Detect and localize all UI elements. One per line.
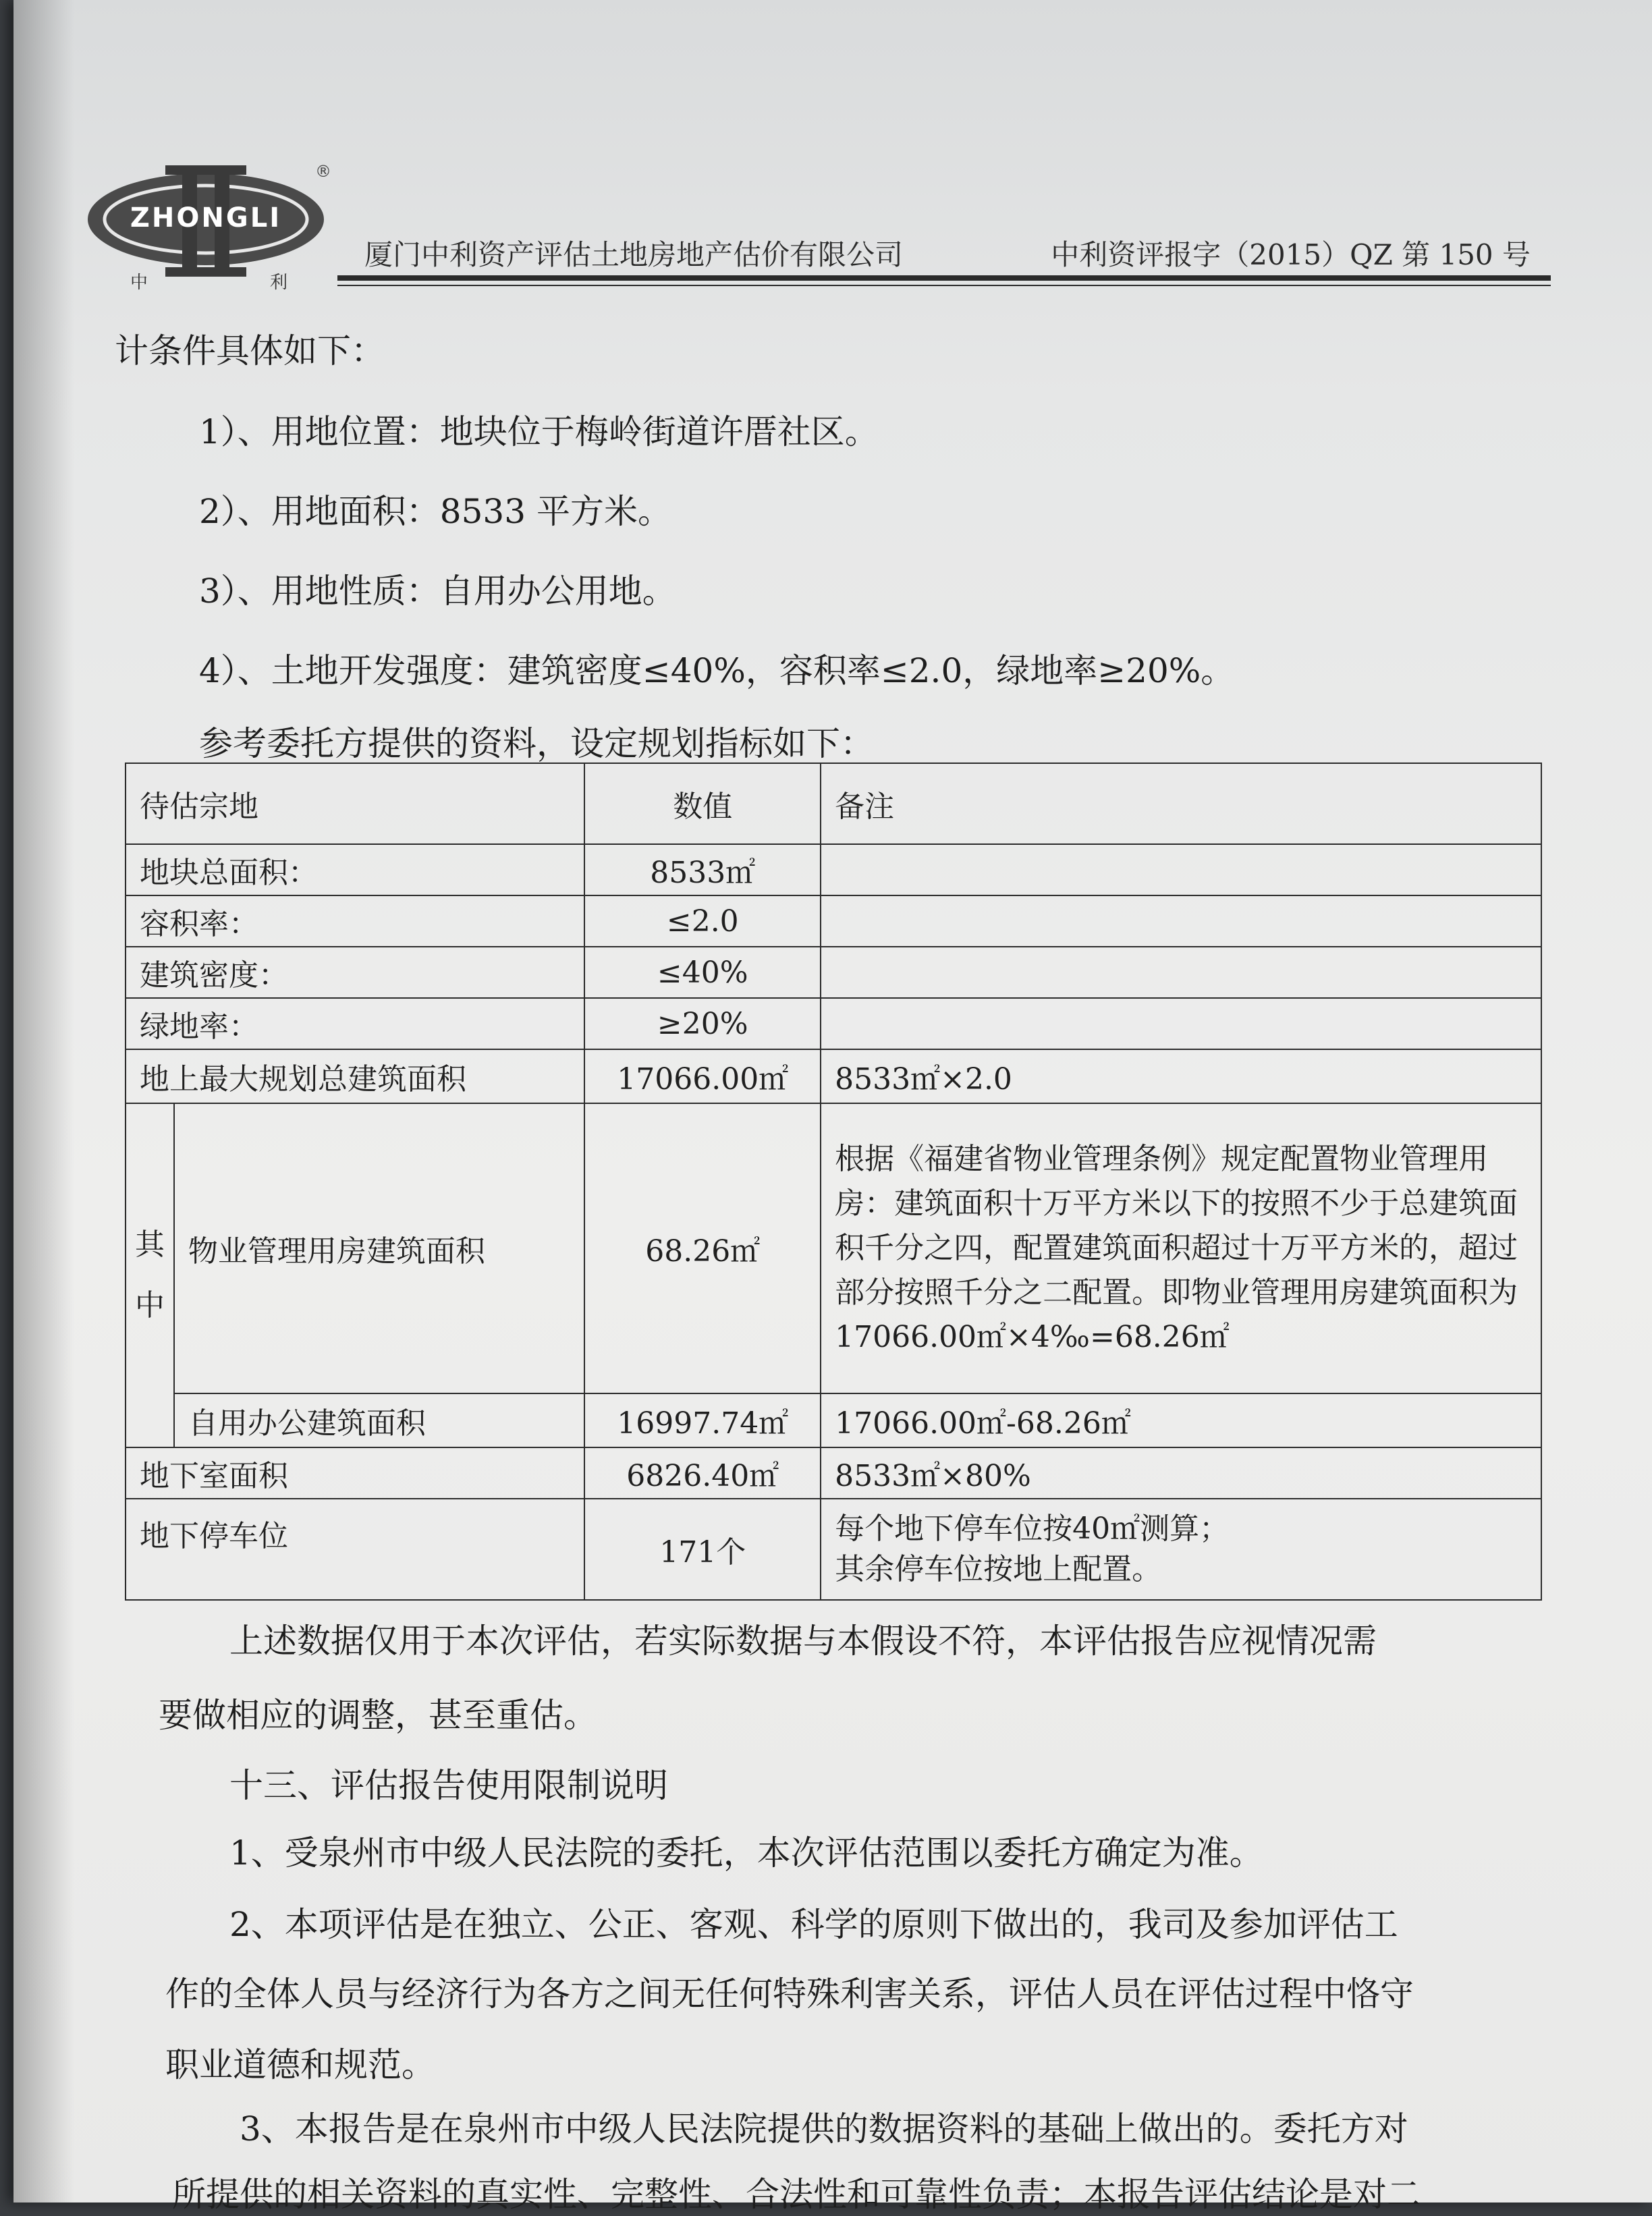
table-row [126, 844, 1541, 895]
paragraph-line: 1、受泉州市中级人民法院的委托，本次评估范围以委托方确定为准。 [229, 1833, 1263, 1873]
row-value: ≤2.0 [584, 895, 821, 947]
row-label: 物业管理用房建筑面积 [174, 1103, 584, 1393]
row-value: 171个 [584, 1499, 821, 1600]
company-name: 厦门中利资产评估土地房地产估价有限公司 [364, 238, 904, 271]
row-label: 地上最大规划总建筑面积 [126, 1049, 584, 1103]
row-note: 8533㎡×2.0 [821, 1049, 1541, 1103]
intro-reference: 参考委托方提供的资料，设定规划指标如下： [199, 724, 874, 763]
row-value: 17066.00㎡ [584, 1049, 821, 1103]
intro-item-1: 1）、用地位置：地块位于梅岭街道许厝社区。 [199, 412, 879, 451]
row-note: 根据《福建省物业管理条例》规定配置物业管理用房：建筑面积十万平方米以下的按照不少于总建筑面积千分之四，配置建筑面积超过十万平方米的，超过部分按照千分之二配置。即物业管理用房建筑面积为17066.00㎡×4‰=68.26㎡ [821, 1103, 1541, 1393]
row-label: 绿地率： [126, 998, 584, 1049]
intro-item-4: 4）、土地开发强度：建筑密度≤40%，容积率≤2.0，绿地率≥20%。 [199, 651, 1235, 690]
paragraph-line: 职业道德和规范。 [165, 2045, 435, 2084]
table-row [126, 1393, 1541, 1447]
paragraph-line: 所提供的相关资料的真实性、完整性、合法性和可靠性负责；本报告评估结论是对二 [172, 2175, 1421, 2214]
table-row [126, 1103, 1541, 1393]
paragraph-line: 3、本报告是在泉州市中级人民法院提供的数据资料的基础上做出的。委托方对 [240, 2109, 1408, 2149]
row-value: 6826.40㎡ [584, 1447, 821, 1499]
row-note [821, 947, 1541, 998]
row-note: 17066.00㎡-68.26㎡ [821, 1393, 1541, 1447]
table-row [126, 998, 1541, 1049]
intro-heading: 计条件具体如下： [115, 331, 385, 370]
row-label: 自用办公建筑面积 [174, 1393, 584, 1447]
table-row [126, 1499, 1541, 1600]
paragraph-line: 2、本项评估是在独立、公正、客观、科学的原则下做出的，我司及参加评估工 [229, 1905, 1398, 1944]
row-note [821, 1499, 1541, 1600]
row-value: 68.26㎡ [584, 1103, 821, 1393]
header-rule [337, 275, 1551, 281]
row-value: 16997.74㎡ [584, 1393, 821, 1447]
page-shadow [13, 0, 74, 2203]
company-logo [78, 155, 341, 293]
row-label: 地下室面积 [126, 1447, 584, 1499]
paragraph-line: 作的全体人员与经济行为各方之间无任何特殊利害关系，评估人员在评估过程中恪守 [165, 1974, 1414, 2014]
header-parcel: 待估宗地 [126, 763, 584, 844]
row-value: ≤40% [584, 947, 821, 998]
planning-index-table [125, 763, 1542, 1601]
logo-cn-left: 中 [130, 273, 148, 293]
note-line: 其余停车位按地上配置。 [835, 1552, 1162, 1586]
row-note: 8533㎡×80% [821, 1447, 1541, 1499]
logo-cn-right: 利 [270, 273, 288, 293]
table-row [126, 895, 1541, 947]
registered-mark: ® [315, 162, 331, 181]
table-row [126, 947, 1541, 998]
header-note: 备注 [821, 763, 1541, 844]
row-label: 容积率： [126, 895, 584, 947]
row-label: 建筑密度： [126, 947, 584, 998]
row-note [821, 844, 1541, 895]
note-line: 每个地下停车位按40㎡测算； [835, 1512, 1230, 1546]
report-number: 中利资评报字（2015）QZ 第 150 号 [1051, 238, 1531, 271]
table-row [126, 1049, 1541, 1103]
intro-item-3: 3）、用地性质：自用办公用地。 [199, 572, 676, 611]
row-note [821, 895, 1541, 947]
header-value: 数值 [584, 763, 821, 844]
header-rule-thin [337, 285, 1551, 286]
table-row [126, 1447, 1541, 1499]
section-title: 十三、评估报告使用限制说明 [229, 1766, 668, 1805]
row-value: 8533㎡ [584, 844, 821, 895]
intro-item-2: 2）、用地面积：8533 平方米。 [199, 492, 671, 531]
paragraph-line: 要做相应的调整，甚至重估。 [159, 1696, 597, 1735]
row-value: ≥20% [584, 998, 821, 1049]
logo-wordmark: ZHONGLI [130, 202, 282, 233]
row-label: 地下停车位 [126, 1499, 584, 1600]
document-page [13, 0, 1652, 2214]
qizhong-label: 其中 [126, 1103, 174, 1447]
row-note [821, 998, 1541, 1049]
row-label: 地块总面积： [126, 844, 584, 895]
table-header-row [126, 763, 1541, 844]
paragraph-line: 上述数据仅用于本次评估，若实际数据与本假设不符，本评估报告应视情况需 [229, 1622, 1377, 1661]
